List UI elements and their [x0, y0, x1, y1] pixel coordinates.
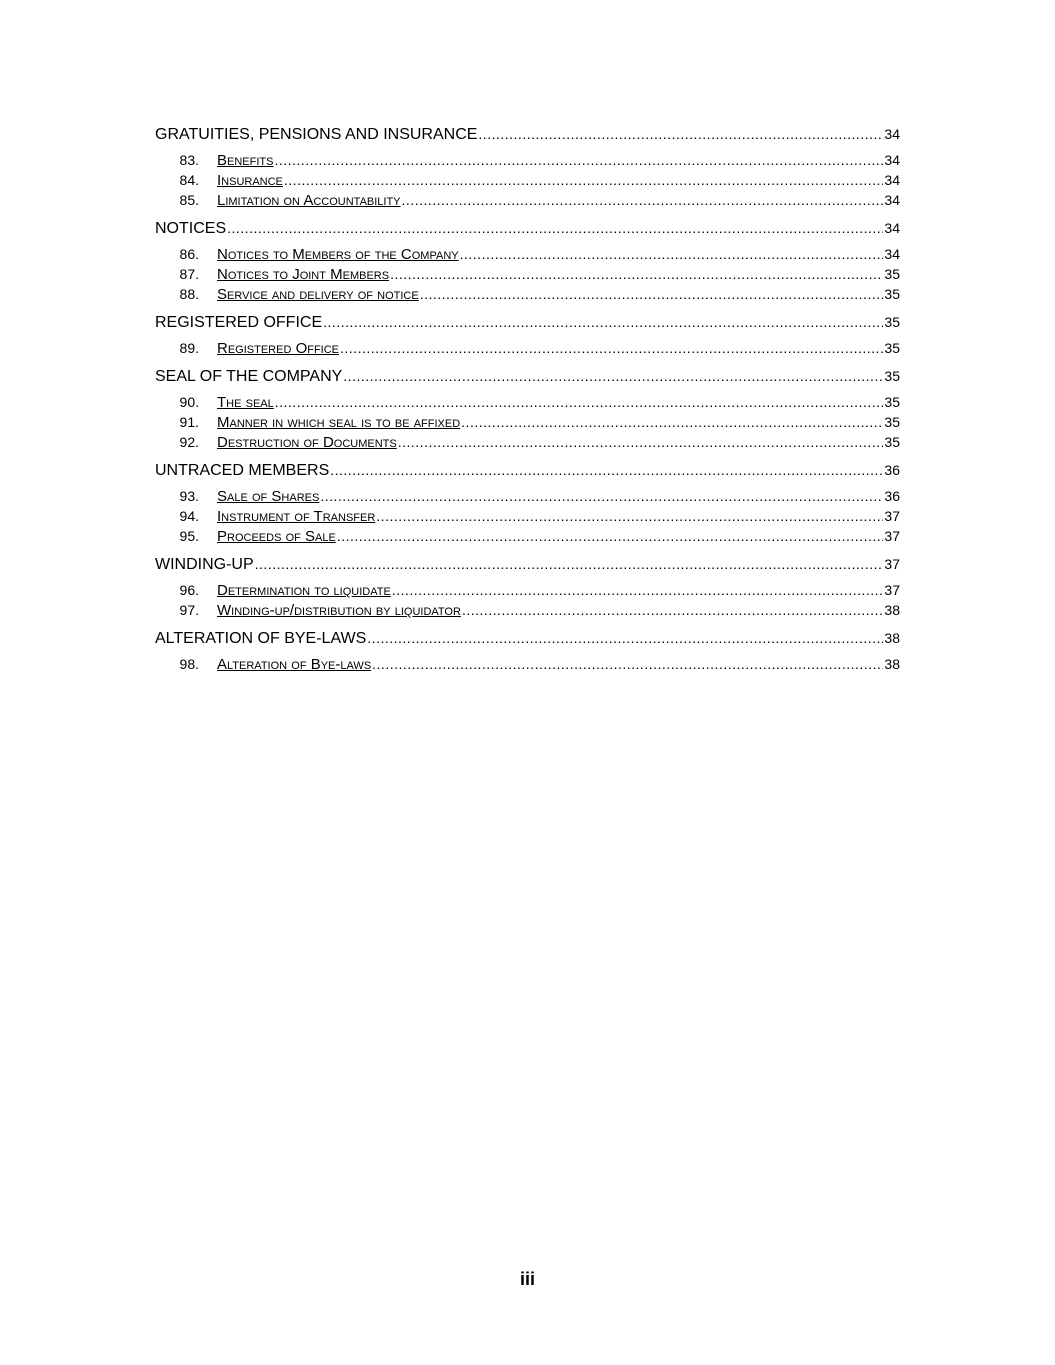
toc-section-heading[interactable] — [155, 551, 900, 577]
entry-link[interactable]: Instrument of Transfer — [217, 508, 376, 525]
entry-page-number: 35 — [884, 286, 900, 302]
entry-link[interactable]: Benefits — [217, 152, 274, 169]
entry-page-number: 35 — [884, 266, 900, 282]
entry-page-number: 38 — [884, 602, 900, 618]
entry-page-number: 35 — [884, 340, 900, 356]
entry-page-number: 34 — [884, 192, 900, 208]
entry-link[interactable]: Determination to liquidate — [217, 582, 391, 599]
entry-link[interactable]: Winding-up/distribution by liquidator — [217, 602, 461, 619]
toc-entry-list — [155, 654, 900, 674]
section-page-number: 35 — [884, 368, 900, 384]
entry-number: 85. — [179, 192, 199, 208]
dot-leader — [392, 580, 884, 600]
entry-page-number: 35 — [884, 434, 900, 450]
dot-leader — [320, 486, 883, 506]
entry-number: 83. — [179, 152, 199, 168]
entry-link[interactable]: Limitation on Accountability — [217, 192, 401, 209]
entry-link[interactable]: Proceeds of Sale — [217, 528, 336, 545]
toc-entry[interactable] — [155, 264, 900, 284]
entry-number: 97. — [179, 602, 199, 618]
entry-page-number: 35 — [884, 414, 900, 430]
section-title: WINDING-UP — [155, 556, 254, 573]
entry-number: 93. — [179, 488, 199, 504]
toc-entry[interactable] — [155, 580, 900, 600]
toc-entry[interactable] — [155, 190, 900, 210]
entry-number: 87. — [179, 266, 199, 282]
dot-leader — [255, 551, 884, 577]
section-title: ALTERATION OF BYE-LAWS — [155, 630, 367, 647]
entry-page-number: 37 — [884, 528, 900, 544]
dot-leader — [402, 190, 884, 210]
entry-link[interactable]: Notices to Joint Members — [217, 266, 390, 283]
dot-leader — [284, 170, 884, 190]
toc-entry[interactable] — [155, 392, 900, 412]
toc-entry[interactable] — [155, 526, 900, 546]
section-page-number: 34 — [884, 220, 900, 236]
section-page-number: 37 — [884, 556, 900, 572]
toc-section-heading[interactable] — [155, 309, 900, 335]
toc-entry-list — [155, 338, 900, 358]
entry-page-number: 34 — [884, 246, 900, 262]
toc-section-heading[interactable] — [155, 121, 900, 147]
dot-leader — [462, 600, 883, 620]
entry-link[interactable]: Insurance — [217, 172, 283, 189]
entry-page-number: 34 — [884, 172, 900, 188]
entry-page-number: 34 — [884, 152, 900, 168]
section-page-number: 36 — [884, 462, 900, 478]
entry-link[interactable]: Service and delivery of notice — [217, 286, 419, 303]
dot-leader — [420, 284, 884, 304]
dot-leader — [275, 392, 884, 412]
section-page-number: 35 — [884, 314, 900, 330]
dot-leader — [340, 338, 883, 358]
page-number: iii — [519, 1269, 535, 1289]
section-page-number: 38 — [884, 630, 900, 646]
entry-page-number: 36 — [884, 488, 900, 504]
section-title: UNTRACED MEMBERS — [155, 462, 330, 479]
toc-entry-list — [155, 580, 900, 620]
dot-leader — [461, 412, 883, 432]
toc-section-heading[interactable] — [155, 457, 900, 483]
dot-leader — [367, 625, 883, 651]
entry-number: 91. — [179, 414, 199, 430]
toc-entry[interactable] — [155, 244, 900, 264]
table-of-contents — [155, 121, 900, 674]
entry-number: 90. — [179, 394, 199, 410]
dot-leader — [478, 121, 883, 147]
toc-section-heading[interactable] — [155, 363, 900, 389]
toc-entry[interactable] — [155, 338, 900, 358]
entry-number: 84. — [179, 172, 199, 188]
toc-entry[interactable] — [155, 284, 900, 304]
entry-link[interactable]: Alteration of Bye-laws — [217, 656, 372, 673]
toc-entry[interactable] — [155, 600, 900, 620]
dot-leader — [460, 244, 884, 264]
entry-number: 95. — [179, 528, 199, 544]
dot-leader — [274, 150, 883, 170]
entry-page-number: 35 — [884, 394, 900, 410]
toc-entry[interactable] — [155, 170, 900, 190]
entry-link[interactable]: Manner in which seal is to be affixed — [217, 414, 461, 431]
toc-entry-list — [155, 486, 900, 546]
section-title: GRATUITIES, PENSIONS AND INSURANCE — [155, 126, 478, 143]
entry-link[interactable]: Registered Office — [217, 340, 340, 357]
toc-entry[interactable] — [155, 654, 900, 674]
dot-leader — [390, 264, 883, 284]
dot-leader — [337, 526, 884, 546]
entry-number: 86. — [179, 246, 199, 262]
dot-leader — [323, 309, 883, 335]
toc-entry[interactable] — [155, 150, 900, 170]
dot-leader — [343, 363, 883, 389]
entry-link[interactable]: Notices to Members of the Company — [217, 246, 459, 263]
entry-page-number: 38 — [884, 656, 900, 672]
toc-entry-list — [155, 244, 900, 304]
toc-entry[interactable] — [155, 486, 900, 506]
section-title: REGISTERED OFFICE — [155, 314, 323, 331]
toc-entry-list — [155, 150, 900, 210]
entry-link[interactable]: Destruction of Documents — [217, 434, 397, 451]
toc-section-heading[interactable] — [155, 625, 900, 651]
entry-number: 98. — [179, 656, 199, 672]
section-title: NOTICES — [155, 220, 227, 237]
entry-page-number: 37 — [884, 508, 900, 524]
toc-entry[interactable] — [155, 432, 900, 452]
entry-link[interactable]: Sale of Shares — [217, 488, 320, 505]
entry-link[interactable]: The seal — [217, 394, 274, 411]
entry-number: 88. — [179, 286, 199, 302]
entry-number: 94. — [179, 508, 199, 524]
dot-leader — [372, 654, 883, 674]
toc-section-heading[interactable] — [155, 215, 900, 241]
entry-number: 89. — [179, 340, 199, 356]
dot-leader — [376, 506, 883, 526]
entry-number: 96. — [179, 582, 199, 598]
entry-number: 92. — [179, 434, 199, 450]
entry-page-number: 37 — [884, 582, 900, 598]
dot-leader — [227, 215, 883, 241]
toc-entry[interactable] — [155, 412, 900, 432]
section-title: SEAL OF THE COMPANY — [155, 368, 343, 385]
toc-entry-list — [155, 392, 900, 452]
toc-entry[interactable] — [155, 506, 900, 526]
dot-leader — [330, 457, 883, 483]
section-page-number: 34 — [884, 126, 900, 142]
dot-leader — [398, 432, 884, 452]
